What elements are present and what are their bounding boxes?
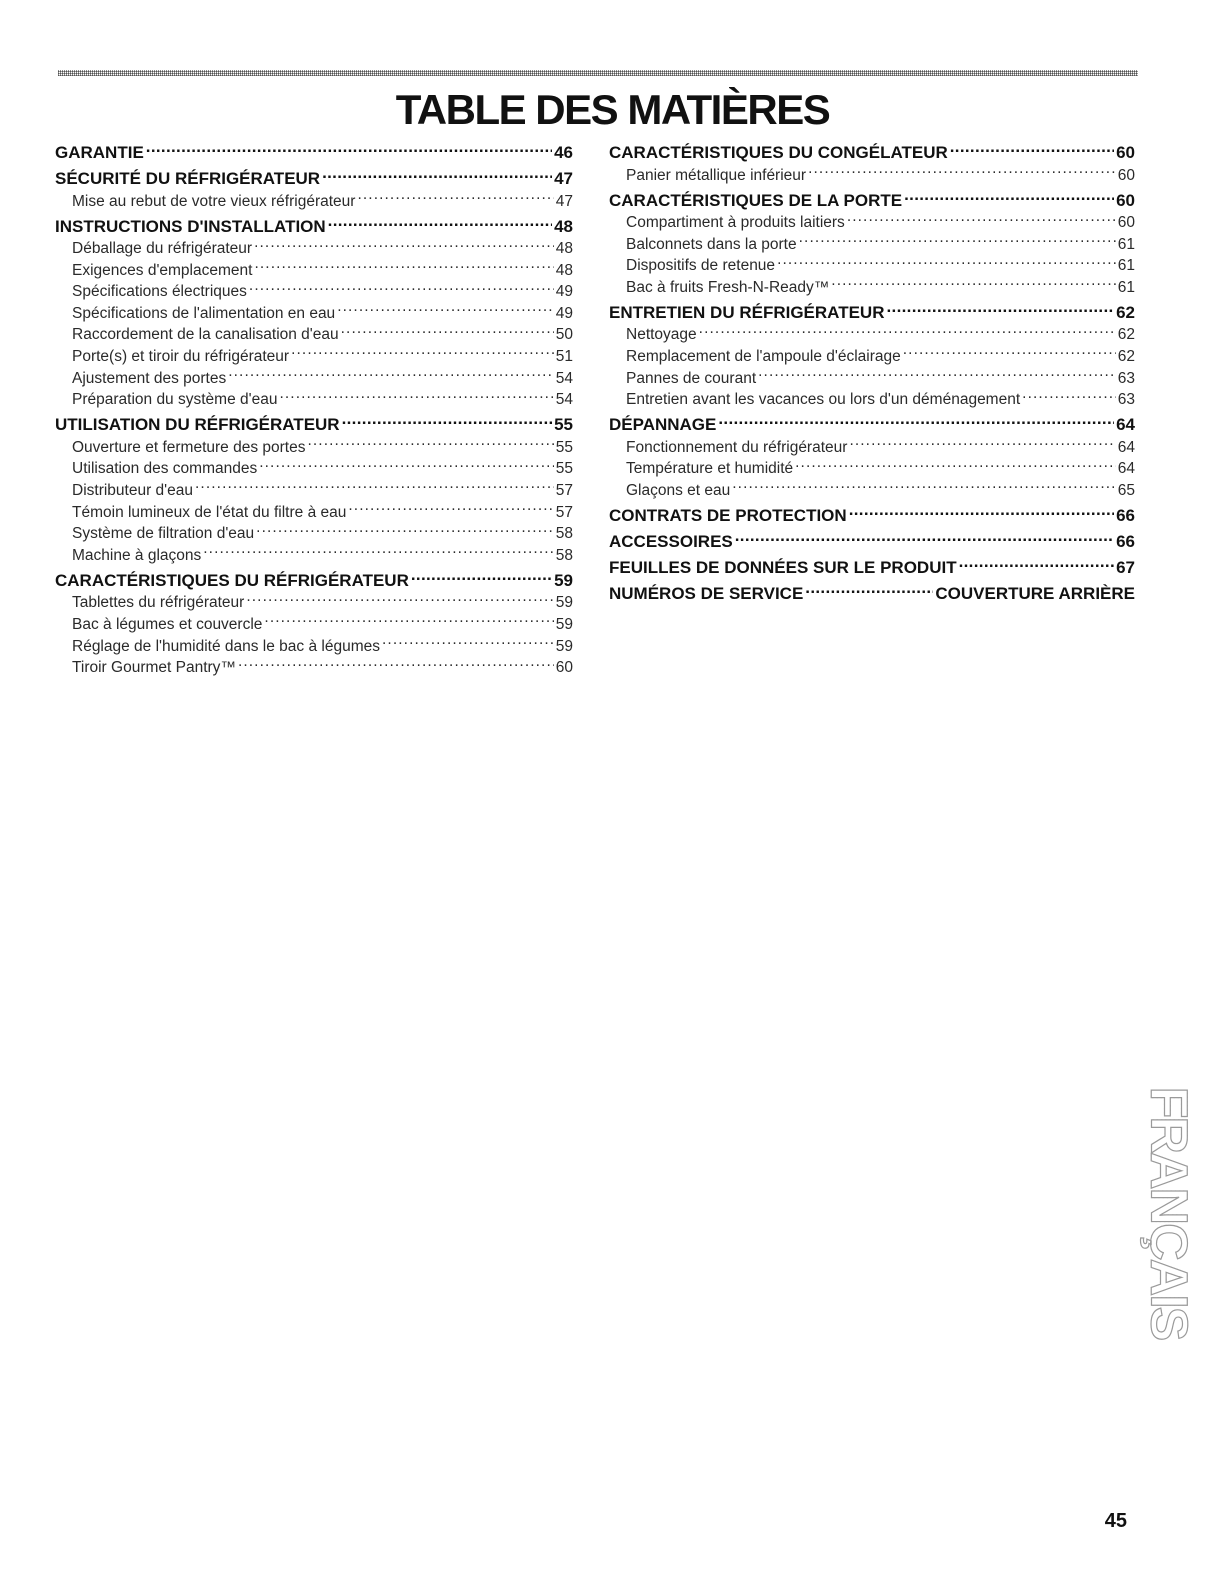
toc-entry-label: CARACTÉRISTIQUES DU CONGÉLATEUR bbox=[609, 143, 948, 162]
dot-leader bbox=[849, 504, 1114, 521]
toc-page-number: 60 bbox=[1116, 190, 1135, 210]
toc-page-number: 48 bbox=[555, 261, 573, 279]
toc-entry-label: Tablettes du réfrigérateur bbox=[72, 594, 245, 612]
toc-entry-label: FEUILLES DE DONNÉES SUR LE PRODUIT bbox=[609, 558, 957, 578]
toc-subentry bbox=[55, 324, 573, 346]
toc-subentry bbox=[55, 190, 573, 212]
dot-leader bbox=[732, 480, 1115, 496]
dot-leader bbox=[146, 141, 552, 158]
dot-leader bbox=[341, 324, 554, 340]
dot-leader bbox=[735, 530, 1114, 547]
toc-entry-label: ACCESSOIRES bbox=[609, 532, 733, 552]
toc-entry-label: Porte(s) et tiroir du réfrigérateur bbox=[72, 348, 290, 366]
toc-entry-label: Entretien avant les vacances ou lors d'un déménagement bbox=[626, 391, 1021, 409]
toc-subentry bbox=[609, 255, 1135, 277]
dot-leader bbox=[291, 346, 554, 362]
dot-leader bbox=[254, 238, 554, 254]
toc-page-number: 49 bbox=[555, 283, 573, 301]
toc-section-entry bbox=[55, 141, 573, 164]
toc-entry-label: Panier métallique inférieur bbox=[626, 166, 807, 184]
toc-entry-label: Pannes de courant bbox=[626, 369, 757, 387]
toc-section-entry bbox=[55, 569, 573, 592]
toc-subentry bbox=[55, 389, 573, 411]
toc-section-entry bbox=[609, 530, 1135, 553]
toc-subentry bbox=[55, 501, 573, 523]
dot-leader bbox=[805, 582, 933, 599]
toc-entry-label: Raccordement de la canalisation d'eau bbox=[72, 326, 339, 344]
toc-entry-label: Glaçons et eau bbox=[626, 482, 731, 500]
toc-subentry bbox=[609, 346, 1135, 368]
toc-page-number: 46 bbox=[554, 143, 573, 162]
page-number: 45 bbox=[1104, 1510, 1127, 1532]
dot-leader bbox=[328, 215, 552, 232]
toc-page-number: 47 bbox=[554, 169, 573, 188]
dot-leader bbox=[886, 301, 1114, 318]
toc-page-number: 61 bbox=[1117, 257, 1135, 275]
toc-entry-label: NUMÉROS DE SERVICE bbox=[609, 584, 804, 604]
toc-subentry bbox=[609, 458, 1135, 480]
toc-entry-label: DÉPANNAGE bbox=[609, 415, 717, 435]
toc-entry-label: Système de filtration d'eau bbox=[72, 525, 255, 543]
toc-page-number: 64 bbox=[1116, 415, 1135, 435]
toc-subentry bbox=[609, 212, 1135, 234]
dot-leader bbox=[411, 569, 552, 586]
toc-section-entry bbox=[609, 582, 1135, 605]
page-title: TABLE DES MATIÈRES bbox=[395, 86, 830, 133]
dot-leader bbox=[699, 324, 1116, 340]
toc-entry-label: Fonctionnement du réfrigérateur bbox=[626, 438, 848, 456]
toc-entry-label: Exigences d'emplacement bbox=[72, 261, 253, 279]
toc-subentry bbox=[55, 592, 573, 614]
toc-page-number: 59 bbox=[555, 616, 573, 633]
toc-page-number: 63 bbox=[1117, 391, 1135, 409]
dot-leader bbox=[718, 413, 1114, 430]
toc-entry-label: Témoin lumineux de l'état du filtre à eau bbox=[72, 503, 347, 521]
toc-section-entry bbox=[55, 413, 573, 436]
toc-subentry bbox=[609, 164, 1135, 186]
dot-leader bbox=[238, 657, 554, 673]
dot-leader bbox=[279, 389, 553, 405]
dot-leader bbox=[758, 367, 1116, 383]
toc-subentry bbox=[609, 324, 1135, 346]
toc-page-number: 64 bbox=[1117, 438, 1135, 456]
dot-leader bbox=[307, 436, 553, 452]
dot-leader bbox=[799, 233, 1116, 249]
toc-page-number: 60 bbox=[555, 659, 573, 677]
toc-entry-label: Nettoyage bbox=[626, 326, 697, 344]
dot-leader bbox=[203, 544, 554, 560]
toc-subentry bbox=[609, 389, 1135, 411]
toc-subentry bbox=[55, 614, 573, 636]
toc-entry-label: Déballage du réfrigérateur bbox=[72, 240, 253, 258]
dot-leader bbox=[357, 190, 553, 206]
toc-section-entry bbox=[55, 215, 573, 238]
dot-leader bbox=[254, 259, 553, 275]
dot-leader bbox=[831, 276, 1115, 292]
toc-entry-label: Réglage de l'humidité dans le bac à légumes bbox=[72, 637, 380, 655]
toc-entry-label: Température et humidité bbox=[626, 460, 794, 478]
toc-section-entry bbox=[609, 504, 1135, 527]
toc-entry-label: CARACTÉRISTIQUES DU RÉFRIGÉRATEUR bbox=[55, 570, 409, 590]
toc-page-number: 60 bbox=[1116, 143, 1135, 162]
toc-subentry bbox=[55, 480, 573, 502]
toc-page-number: 63 bbox=[1117, 369, 1135, 387]
toc-subentry bbox=[55, 544, 573, 566]
toc-page-number: 48 bbox=[555, 240, 573, 258]
toc-entry-label: INSTRUCTIONS D'INSTALLATION bbox=[55, 216, 326, 236]
toc-subentry bbox=[55, 436, 573, 458]
toc-page-number: 61 bbox=[1117, 235, 1135, 253]
toc-subentry bbox=[55, 238, 573, 260]
dot-leader bbox=[777, 255, 1116, 271]
toc-page-number: 66 bbox=[1116, 506, 1135, 526]
toc-page-number: 57 bbox=[555, 482, 573, 500]
toc-page-number: 67 bbox=[1116, 558, 1135, 578]
toc-entry-label: Spécifications de l'alimentation en eau bbox=[72, 304, 336, 322]
dot-leader bbox=[849, 436, 1115, 452]
toc-page-number: 59 bbox=[555, 594, 573, 612]
toc-entry-label: Spécifications électriques bbox=[72, 283, 247, 301]
toc-page-number: 50 bbox=[555, 326, 573, 344]
toc-page-number: 57 bbox=[555, 503, 573, 521]
toc-entry-label: Ajustement des portes bbox=[72, 369, 227, 387]
dot-leader bbox=[337, 302, 554, 318]
dot-leader bbox=[342, 413, 552, 430]
top-decorative-rule bbox=[58, 70, 1138, 76]
toc-entry-label: GARANTIE bbox=[55, 143, 144, 162]
toc-right-column bbox=[609, 141, 1135, 605]
dot-leader bbox=[950, 141, 1114, 158]
dot-leader bbox=[1022, 389, 1116, 405]
dot-leader bbox=[959, 556, 1114, 573]
toc-page-number: 54 bbox=[555, 369, 573, 387]
toc-entry-label: Compartiment à produits laitiers bbox=[626, 214, 845, 232]
toc-section-entry bbox=[609, 556, 1135, 579]
toc-section-entry bbox=[609, 301, 1135, 324]
toc-page-number: 60 bbox=[1117, 214, 1135, 232]
toc-entry-label: CONTRATS DE PROTECTION bbox=[609, 506, 847, 526]
dot-leader bbox=[847, 212, 1116, 228]
language-side-label bbox=[1139, 1083, 1198, 1343]
toc-entry-label: CARACTÉRISTIQUES DE LA PORTE bbox=[609, 190, 903, 210]
dot-leader bbox=[348, 501, 553, 517]
toc-subentry bbox=[55, 367, 573, 389]
toc-subentry bbox=[55, 657, 573, 679]
toc-subentry bbox=[55, 458, 573, 480]
toc-entry-label: ENTRETIEN DU RÉFRIGÉRATEUR bbox=[609, 302, 885, 322]
toc-page-number: 47 bbox=[555, 192, 573, 210]
toc-entry-label: Préparation du système d'eau bbox=[72, 391, 278, 409]
toc-page-number: 62 bbox=[1116, 302, 1135, 322]
toc-entry-label: UTILISATION DU RÉFRIGÉRATEUR bbox=[55, 415, 340, 435]
dot-leader bbox=[259, 458, 554, 474]
dot-leader bbox=[249, 281, 554, 297]
toc-section-entry bbox=[609, 141, 1135, 164]
toc-subentry bbox=[55, 259, 573, 281]
toc-subentry bbox=[55, 523, 573, 545]
language-label-text: FRANÇAIS bbox=[1139, 1086, 1198, 1340]
toc-page-number: 58 bbox=[555, 546, 573, 564]
toc-entry-label: Remplacement de l'ampoule d'éclairage bbox=[626, 348, 901, 366]
toc-page-number: 55 bbox=[555, 438, 573, 456]
dot-leader bbox=[795, 458, 1116, 474]
dot-leader bbox=[903, 346, 1116, 362]
toc-page-number: 61 bbox=[1117, 278, 1135, 296]
dot-leader bbox=[228, 367, 554, 383]
toc-subentry bbox=[609, 367, 1135, 389]
toc-page-number: 55 bbox=[555, 460, 573, 478]
toc-left-column bbox=[55, 141, 573, 678]
toc-page-number: 48 bbox=[554, 216, 573, 236]
toc-entry-label: Bac à légumes et couvercle bbox=[72, 616, 263, 633]
toc-entry-label: Utilisation des commandes bbox=[72, 460, 258, 478]
toc-page-number: 62 bbox=[1117, 348, 1135, 366]
toc-page-number: 62 bbox=[1117, 326, 1135, 344]
dot-leader bbox=[195, 480, 554, 496]
toc-entry-label: Mise au rebut de votre vieux réfrigérateur bbox=[72, 192, 356, 210]
toc-entry-label: Distributeur d'eau bbox=[72, 482, 193, 500]
toc-subentry bbox=[609, 436, 1135, 458]
toc-subentry bbox=[55, 281, 573, 303]
toc-subentry bbox=[609, 276, 1135, 298]
dot-leader bbox=[246, 592, 553, 608]
toc-subentry bbox=[55, 635, 573, 657]
toc-entry-label: SÉCURITÉ DU RÉFRIGÉRATEUR bbox=[55, 169, 321, 188]
toc-section-entry bbox=[55, 167, 573, 190]
toc-subentry bbox=[55, 346, 573, 368]
toc-page-number: 64 bbox=[1117, 460, 1135, 478]
toc-page-number: 54 bbox=[555, 391, 573, 409]
toc-page-number: 51 bbox=[555, 348, 573, 366]
toc-entry-label: Ouverture et fermeture des portes bbox=[72, 438, 306, 456]
toc-page-number: 66 bbox=[1116, 532, 1135, 552]
dot-leader bbox=[808, 164, 1116, 180]
dot-leader bbox=[904, 189, 1114, 206]
toc-entry-label: Machine à glaçons bbox=[72, 546, 202, 564]
toc-entry-label: Tiroir Gourmet Pantry™ bbox=[72, 659, 236, 677]
toc-subentry bbox=[609, 480, 1135, 502]
toc-page-number: 49 bbox=[555, 304, 573, 322]
dot-leader bbox=[256, 523, 554, 539]
toc-page-number: 55 bbox=[554, 415, 573, 435]
toc-page-number: COUVERTURE ARRIÈRE bbox=[935, 584, 1135, 604]
toc-subentry bbox=[55, 302, 573, 324]
toc-page-number: 59 bbox=[554, 570, 573, 590]
toc-page-number: 65 bbox=[1117, 482, 1135, 500]
toc-page-number: 58 bbox=[555, 525, 573, 543]
toc-section-entry bbox=[609, 189, 1135, 212]
dot-leader bbox=[322, 167, 552, 184]
toc-section-entry bbox=[609, 413, 1135, 436]
toc-subentry bbox=[609, 233, 1135, 255]
toc-entry-label: Dispositifs de retenue bbox=[626, 257, 776, 275]
toc-entry-label: Balconnets dans la porte bbox=[626, 235, 797, 253]
toc-page-number: 60 bbox=[1117, 166, 1135, 184]
dot-leader bbox=[264, 614, 553, 630]
toc-entry-label: Bac à fruits Fresh-N-Ready™ bbox=[626, 278, 830, 296]
dot-leader bbox=[382, 635, 554, 651]
toc-page-number: 59 bbox=[555, 637, 573, 655]
